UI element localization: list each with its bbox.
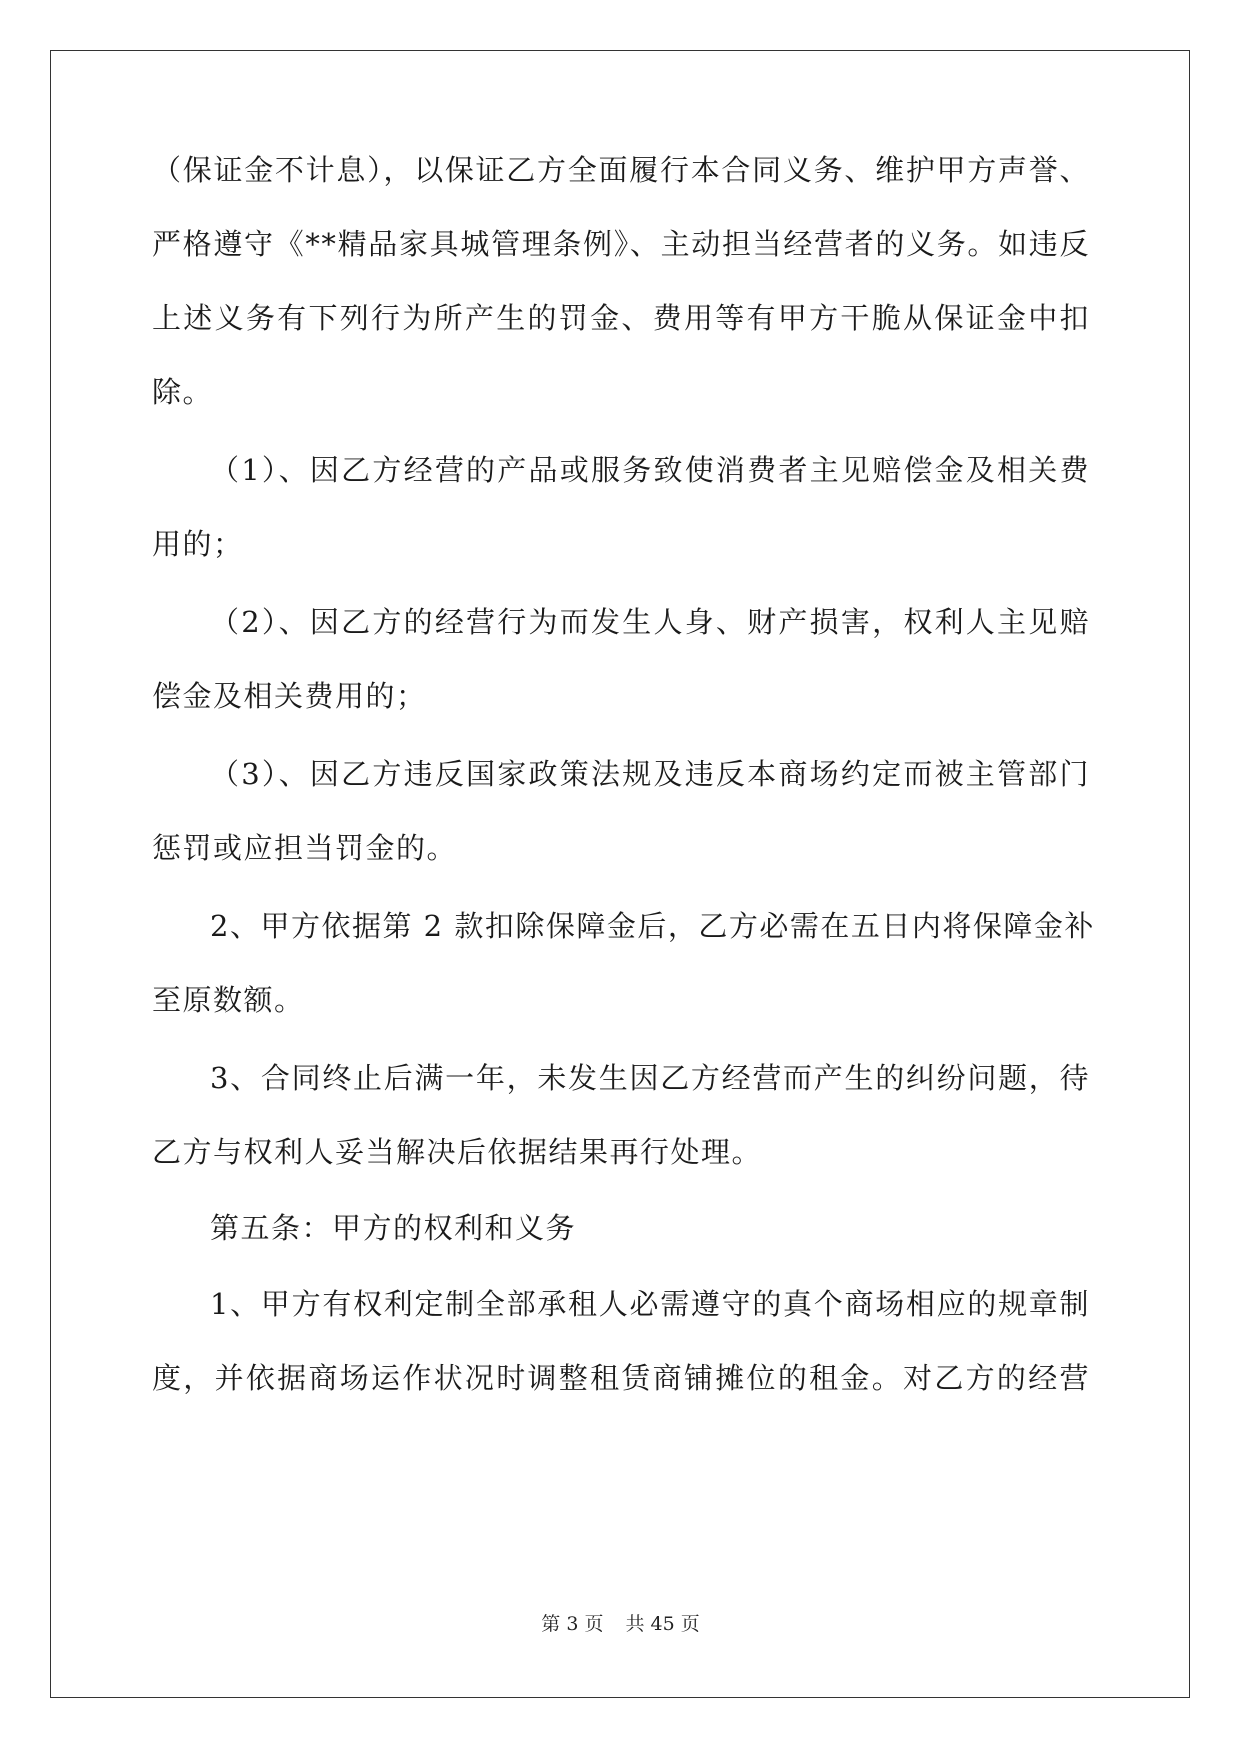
paragraph-line: 上述义务有下列行为所产生的罚金、费用等有甲方干脆从保证金中扣: [152, 301, 1090, 335]
paragraph-line: 3、合同终止后满一年，未发生因乙方经营而产生的纠纷问题，待: [210, 1061, 1090, 1095]
paragraph-line: （1）、因乙方经营的产品或服务致使消费者主见赔偿金及相关费: [210, 453, 1090, 487]
paragraph-line: 惩罚或应担当罚金的。: [152, 831, 458, 865]
paragraph-line: 度，并依据商场运作状况时调整租赁商铺摊位的租金。对乙方的经营: [152, 1361, 1090, 1395]
section-heading: 第五条：甲方的权利和义务: [210, 1211, 577, 1245]
paragraph-line: 乙方与权利人妥当解决后依据结果再行处理。: [152, 1135, 763, 1169]
paragraph-line: 用的；: [152, 527, 244, 561]
paragraph-line: 除。: [152, 375, 214, 409]
paragraph-line: 偿金及相关费用的；: [152, 679, 427, 713]
paragraph-line: （3）、因乙方违反国家政策法规及违反本商场约定而被主管部门: [210, 757, 1090, 791]
paragraph-line: 1、甲方有权利定制全部承租人必需遵守的真个商场相应的规章制: [210, 1287, 1090, 1321]
paragraph-line: 2、甲方依据第 2 款扣除保障金后，乙方必需在五日内将保障金补: [210, 909, 1095, 943]
paragraph-line: （2）、因乙方的经营行为而发生人身、财产损害，权利人主见赔: [210, 605, 1090, 639]
page-number: 第 3 页: [541, 1613, 604, 1635]
paragraph-line: 严格遵守《**精品家具城管理条例》、主动担当经营者的义务。如违反: [152, 227, 1090, 261]
paragraph-line: （保证金不计息），以保证乙方全面履行本合同义务、维护甲方声誉、: [152, 153, 1090, 187]
paragraph-line: 至原数额。: [152, 983, 305, 1017]
page-total: 共 45 页: [625, 1613, 700, 1635]
page-footer: [0, 1612, 1241, 1636]
